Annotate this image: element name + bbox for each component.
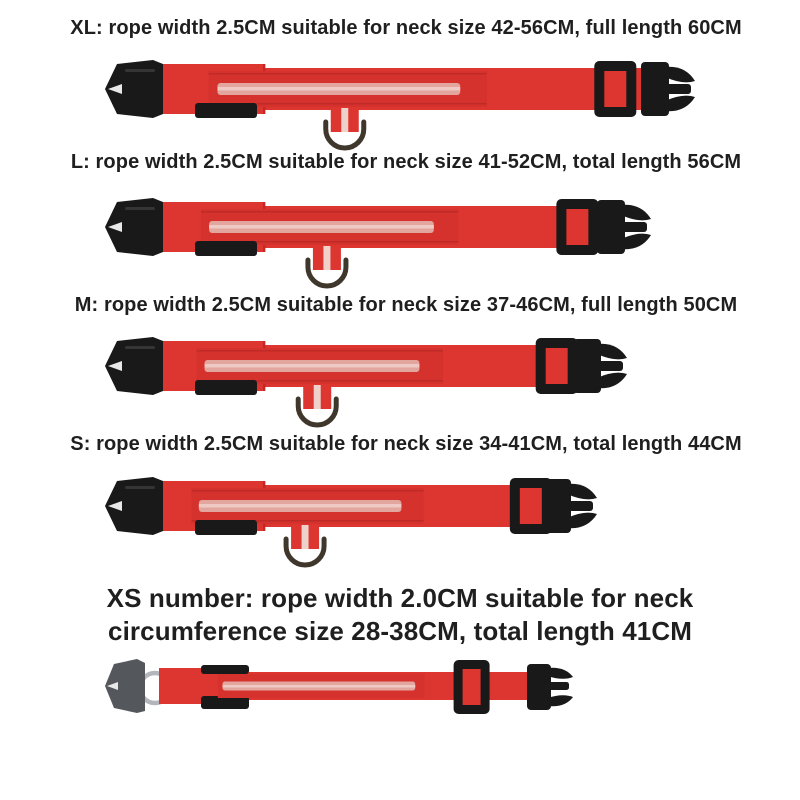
d-ring-tab-stripe bbox=[323, 246, 330, 270]
strap-keeper bbox=[195, 241, 257, 256]
male-buckle-prong-center bbox=[547, 682, 569, 690]
reflective-stripe-highlight bbox=[205, 364, 420, 368]
male-buckle-body bbox=[573, 339, 601, 393]
male-buckle-prong-top bbox=[665, 67, 695, 83]
male-buckle-prong-top bbox=[621, 205, 651, 221]
male-buckle-prong-bottom bbox=[597, 373, 627, 389]
tri-glide-window bbox=[566, 209, 588, 245]
stitch-line-top bbox=[201, 211, 459, 213]
strap-clamp-top bbox=[201, 665, 249, 674]
strap-keeper bbox=[195, 520, 257, 535]
d-ring-tab-stripe bbox=[302, 525, 309, 549]
male-buckle-prong-center bbox=[567, 501, 593, 511]
stitch-line-top bbox=[197, 350, 443, 352]
tri-glide-window bbox=[463, 669, 481, 705]
collar-photo-xs bbox=[105, 656, 575, 718]
collar-photo-m bbox=[105, 337, 629, 442]
reflective-stripe-highlight bbox=[199, 504, 402, 508]
female-buckle-highlight bbox=[125, 69, 155, 72]
stitch-line-top bbox=[209, 73, 487, 75]
male-buckle-body bbox=[641, 62, 669, 116]
male-buckle-prong-bottom bbox=[567, 513, 597, 529]
collar-photo-l bbox=[105, 198, 653, 303]
male-buckle-prong-center bbox=[597, 361, 623, 371]
reflective-stripe-highlight bbox=[217, 87, 460, 91]
size-caption-l: L: rope width 2.5CM suitable for neck size 41-52CM, total length 56CM bbox=[70, 151, 742, 173]
strap-keeper bbox=[195, 103, 257, 118]
tri-glide-window bbox=[520, 488, 542, 524]
female-buckle-highlight bbox=[125, 207, 155, 210]
d-ring-tab-stripe bbox=[314, 385, 321, 409]
female-buckle-highlight bbox=[125, 486, 155, 489]
collar-photo-s bbox=[105, 477, 599, 582]
tri-glide-window bbox=[604, 71, 626, 107]
male-buckle-prong-center bbox=[621, 222, 647, 232]
stitch-line-top bbox=[191, 490, 423, 492]
tri-glide-window bbox=[546, 348, 568, 384]
male-buckle-prong-center bbox=[665, 84, 691, 94]
male-buckle-prong-top bbox=[567, 484, 597, 500]
size-caption-xs: XS number: rope width 2.0CM suitable for neck circumference size 28-38CM, total length 41CM bbox=[106, 583, 694, 647]
d-ring-tab-stripe bbox=[341, 108, 348, 132]
strap-keeper bbox=[195, 380, 257, 395]
male-buckle-body bbox=[597, 200, 625, 254]
male-buckle-prong-bottom bbox=[665, 96, 695, 112]
male-buckle-prong-bottom bbox=[621, 234, 651, 250]
male-buckle-prong-top bbox=[597, 344, 627, 360]
female-buckle-highlight bbox=[125, 346, 155, 349]
size-caption-xl: XL: rope width 2.5CM suitable for neck size 42-56CM, full length 60CM bbox=[70, 17, 742, 39]
reflective-stripe-highlight bbox=[223, 685, 416, 688]
size-caption-m: M: rope width 2.5CM suitable for neck size 37-46CM, full length 50CM bbox=[74, 294, 738, 316]
size-caption-s: S: rope width 2.5CM suitable for neck size 34-41CM, total length 44CM bbox=[70, 433, 742, 455]
reflective-stripe-highlight bbox=[209, 225, 434, 229]
male-buckle-body bbox=[543, 479, 571, 533]
